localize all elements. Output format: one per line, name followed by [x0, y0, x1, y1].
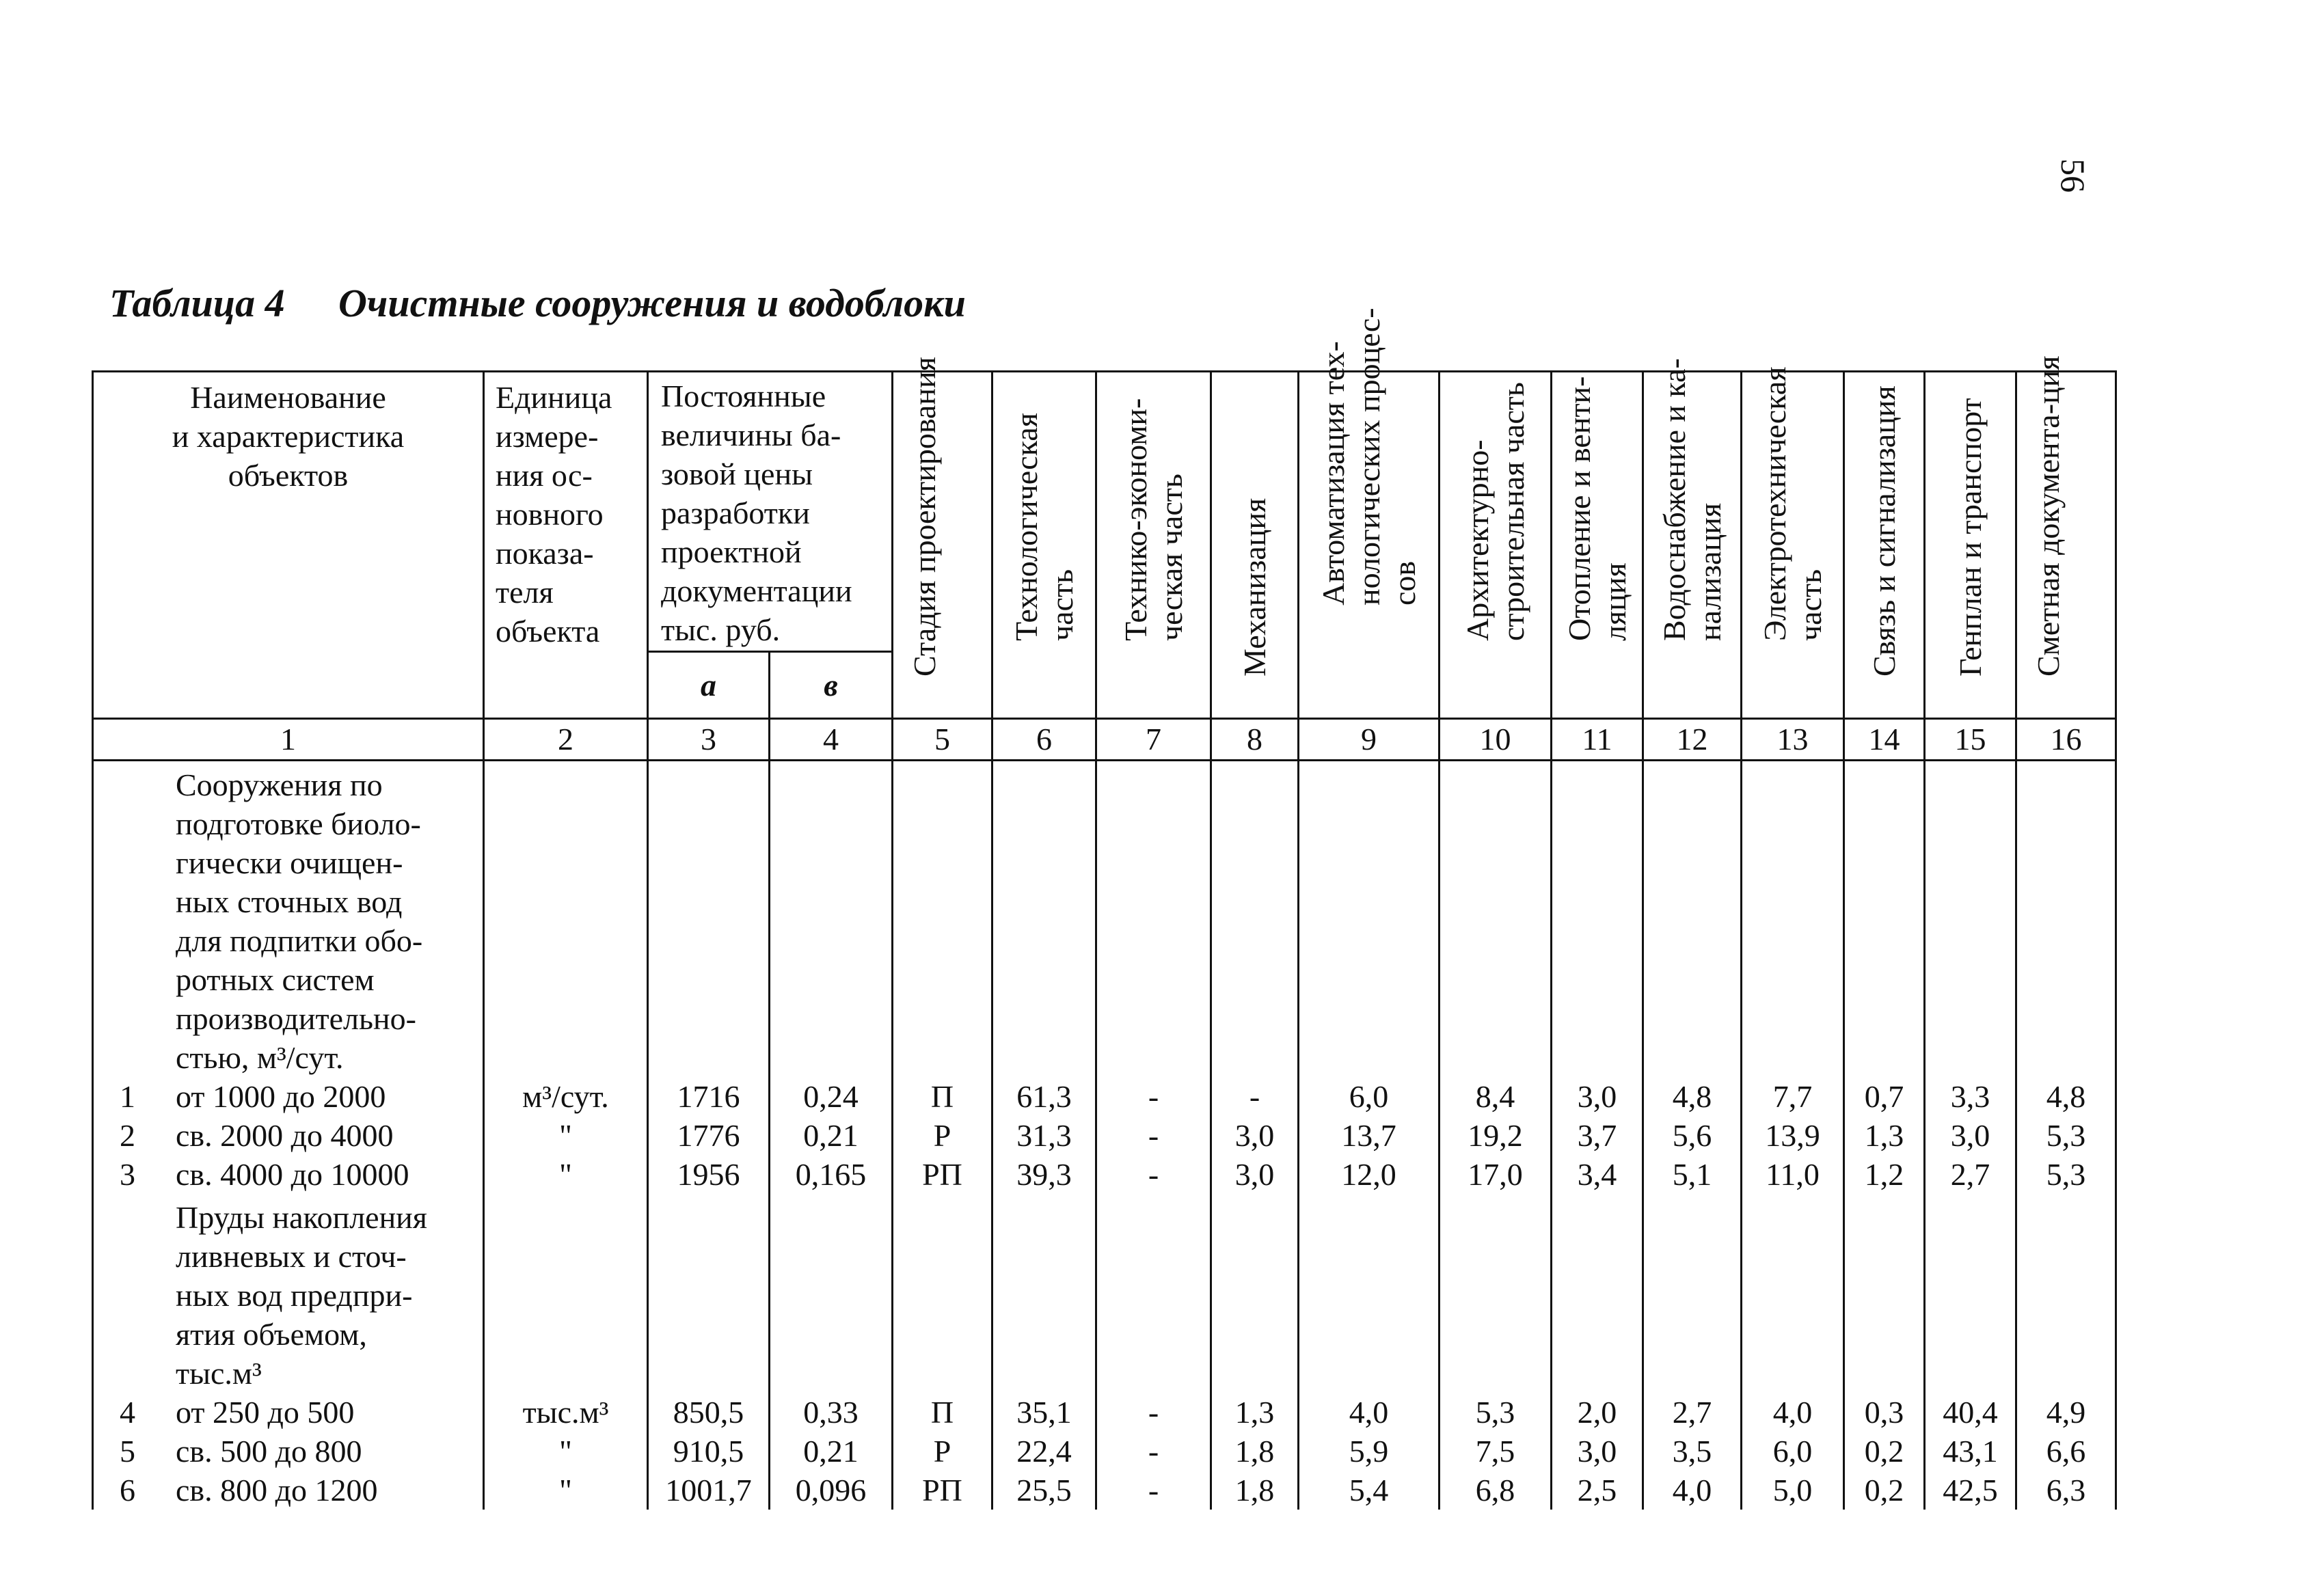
value-cell: 11,0 — [1742, 1155, 1844, 1194]
value-cell: 6,0 — [1299, 1077, 1440, 1116]
value-cell: 5,4 — [1299, 1471, 1440, 1510]
row-name-cell — [93, 1155, 484, 1194]
value-cell: 4,9 — [2016, 1393, 2116, 1432]
empty-cell — [1440, 761, 1552, 1078]
unit-cell: " — [484, 1155, 648, 1194]
value-cell: 4,0 — [1299, 1393, 1440, 1432]
value-cell: 13,9 — [1742, 1116, 1844, 1155]
value-cell: 31,3 — [992, 1116, 1096, 1155]
value-cell: - — [1211, 1077, 1299, 1116]
table-row — [93, 1116, 2116, 1155]
value-cell: 5,1 — [1643, 1155, 1742, 1194]
value-cell: 3,7 — [1552, 1116, 1643, 1155]
value-cell: 0,3 — [1844, 1393, 1925, 1432]
const-b-cell: 0,21 — [770, 1116, 893, 1155]
group-title — [93, 761, 484, 1078]
value-cell: 3,4 — [1552, 1155, 1643, 1194]
unit-cell: " — [484, 1432, 648, 1471]
value-cell: 2,7 — [1925, 1155, 2016, 1194]
value-cell: 8,4 — [1440, 1077, 1552, 1116]
header-name: Наименование и характеристика объектов — [93, 372, 484, 719]
group-title-line: для подпитки обо- — [176, 923, 423, 958]
row-name: св. 500 до 800 — [176, 1434, 362, 1469]
group-header-row — [93, 1194, 2116, 1393]
header-electro: Электротехническая часть — [1742, 372, 1844, 719]
value-cell: 39,3 — [992, 1155, 1096, 1194]
value-cell: 5,3 — [2016, 1116, 2116, 1155]
row-name-cell — [93, 1432, 484, 1471]
value-cell: 35,1 — [992, 1393, 1096, 1432]
value-cell: 3,0 — [1552, 1077, 1643, 1116]
value-cell: 22,4 — [992, 1432, 1096, 1471]
value-cell: 6,8 — [1440, 1471, 1552, 1510]
group-title-line: ных сточных вод — [176, 884, 403, 919]
empty-cell — [1844, 761, 1925, 1078]
const-a-cell: 1716 — [648, 1077, 770, 1116]
empty-cell — [770, 1194, 893, 1393]
const-b-cell: 0,33 — [770, 1393, 893, 1432]
page-number: 56 — [2054, 159, 2092, 193]
empty-cell — [648, 761, 770, 1078]
const-a-cell: 1001,7 — [648, 1471, 770, 1510]
value-cell: 5,3 — [1440, 1393, 1552, 1432]
value-cell: - — [1096, 1393, 1211, 1432]
row-name: св. 2000 до 4000 — [176, 1118, 394, 1153]
value-cell: 2,0 — [1552, 1393, 1643, 1432]
empty-cell — [1299, 1194, 1440, 1393]
stage-cell: Р — [893, 1116, 992, 1155]
header-comm: Связь и сигнализация — [1844, 372, 1925, 719]
value-cell: 2,5 — [1552, 1471, 1643, 1510]
value-cell: 2,7 — [1643, 1393, 1742, 1432]
unit-cell: " — [484, 1116, 648, 1155]
row-name: св. 4000 до 10000 — [176, 1157, 409, 1192]
group-title-line: подготовке биоло- — [176, 806, 421, 841]
row-number: 1 — [120, 1079, 135, 1114]
value-cell: 5,9 — [1299, 1432, 1440, 1471]
group-title-line: производительно- — [176, 1001, 416, 1036]
column-numbers-row: 1 2 3 4 5 6 7 8 9 10 11 12 13 14 15 16 — [93, 719, 2116, 761]
table-number: Таблица 4 — [109, 281, 285, 325]
value-cell: 6,0 — [1742, 1432, 1844, 1471]
value-cell: 43,1 — [1925, 1432, 2016, 1471]
empty-cell — [1925, 1194, 2016, 1393]
value-cell: 6,6 — [2016, 1432, 2116, 1471]
value-cell: 1,8 — [1211, 1432, 1299, 1471]
value-cell: 40,4 — [1925, 1393, 2016, 1432]
empty-cell — [1096, 1194, 1211, 1393]
const-b-cell: 0,165 — [770, 1155, 893, 1194]
empty-cell — [992, 1194, 1096, 1393]
value-cell: 0,7 — [1844, 1077, 1925, 1116]
unit-cell: м³/сут. — [484, 1077, 648, 1116]
table-row — [93, 1155, 2116, 1194]
value-cell: - — [1096, 1155, 1211, 1194]
empty-cell — [893, 761, 992, 1078]
empty-cell — [648, 1194, 770, 1393]
header-estimate: Сметная документа-ция — [2016, 372, 2116, 719]
value-cell: - — [1096, 1471, 1211, 1510]
empty-cell — [1552, 761, 1643, 1078]
header-constants: Постоянные величины ба- зовой цены разработки проектной документации тыс. руб. — [648, 372, 893, 652]
value-cell: 6,3 — [2016, 1471, 2116, 1510]
const-b-cell: 0,21 — [770, 1432, 893, 1471]
header-auto: Автоматизация тех-нологических процес-сов — [1299, 372, 1440, 719]
value-cell: 19,2 — [1440, 1116, 1552, 1155]
empty-cell — [2016, 1194, 2116, 1393]
header-unit: Единица измере- ния ос- новного показа- теля объекта — [484, 372, 648, 719]
table-row — [93, 1432, 2116, 1471]
unit-cell: " — [484, 1471, 648, 1510]
group-title-line: тыс.м³ — [176, 1356, 262, 1391]
empty-cell — [1096, 761, 1211, 1078]
stage-cell: РП — [893, 1471, 992, 1510]
group-title-line: ротных систем — [176, 962, 375, 997]
data-table — [92, 308, 2117, 1510]
row-number: 6 — [120, 1473, 135, 1508]
header-stage: Стадия проектирования — [893, 372, 992, 719]
table-row — [93, 1393, 2116, 1432]
empty-cell — [893, 1194, 992, 1393]
group-title-line: ливневых и сточ- — [176, 1239, 407, 1274]
empty-cell — [1742, 1194, 1844, 1393]
value-cell: 7,7 — [1742, 1077, 1844, 1116]
row-number: 3 — [120, 1157, 135, 1192]
value-cell: 5,0 — [1742, 1471, 1844, 1510]
value-cell: 5,3 — [2016, 1155, 2116, 1194]
value-cell: 1,3 — [1844, 1116, 1925, 1155]
empty-cell — [1643, 1194, 1742, 1393]
group-title-line: гически очищен- — [176, 845, 403, 880]
empty-cell — [1552, 1194, 1643, 1393]
const-b-cell: 0,096 — [770, 1471, 893, 1510]
table-body — [93, 761, 2116, 1510]
value-cell: 4,8 — [1643, 1077, 1742, 1116]
row-name: от 250 до 500 — [176, 1395, 355, 1430]
value-cell: 4,0 — [1742, 1393, 1844, 1432]
header-econ: Технико-экономи-ческая часть — [1096, 372, 1211, 719]
group-title-line: Сооружения по — [176, 767, 383, 802]
stage-cell: Р — [893, 1432, 992, 1471]
header-sub-b: в — [770, 652, 893, 719]
header-arch: Архитектурно-строительная часть — [1440, 372, 1552, 719]
table-title — [109, 280, 966, 326]
const-a-cell: 1776 — [648, 1116, 770, 1155]
empty-cell — [2016, 761, 2116, 1078]
row-name-cell — [93, 1471, 484, 1510]
empty-cell — [1211, 1194, 1299, 1393]
value-cell: 42,5 — [1925, 1471, 2016, 1510]
empty-cell — [484, 761, 648, 1078]
group-title-line: ятия объемом, — [176, 1317, 367, 1352]
header-mech: Механизация — [1211, 372, 1299, 719]
empty-cell — [1440, 1194, 1552, 1393]
header-sub-a: а — [648, 652, 770, 719]
value-cell: 3,0 — [1211, 1116, 1299, 1155]
row-name-cell — [93, 1393, 484, 1432]
empty-cell — [1742, 761, 1844, 1078]
value-cell: 17,0 — [1440, 1155, 1552, 1194]
value-cell: 3,3 — [1925, 1077, 2016, 1116]
empty-cell — [1925, 761, 2016, 1078]
unit-cell: тыс.м³ — [484, 1393, 648, 1432]
value-cell: 3,0 — [1211, 1155, 1299, 1194]
table-caption: Очистные сооружения и водоблоки — [338, 281, 966, 325]
group-title-line: ных вод предпри- — [176, 1278, 413, 1313]
row-name-cell — [93, 1077, 484, 1116]
empty-cell — [1211, 761, 1299, 1078]
value-cell: 3,0 — [1925, 1116, 2016, 1155]
empty-cell — [1844, 1194, 1925, 1393]
value-cell: - — [1096, 1116, 1211, 1155]
value-cell: 0,2 — [1844, 1432, 1925, 1471]
table-row — [93, 1077, 2116, 1116]
value-cell: 25,5 — [992, 1471, 1096, 1510]
value-cell: - — [1096, 1432, 1211, 1471]
const-b-cell: 0,24 — [770, 1077, 893, 1116]
header-genplan: Генплан и транспорт — [1925, 372, 2016, 719]
value-cell: 1,2 — [1844, 1155, 1925, 1194]
row-number: 4 — [120, 1395, 135, 1430]
row-number: 5 — [120, 1434, 135, 1469]
value-cell: 5,6 — [1643, 1116, 1742, 1155]
value-cell: 0,2 — [1844, 1471, 1925, 1510]
header-heat: Отопление и венти-ляция — [1552, 372, 1643, 719]
value-cell: 1,3 — [1211, 1393, 1299, 1432]
value-cell: 7,5 — [1440, 1432, 1552, 1471]
value-cell: 4,0 — [1643, 1471, 1742, 1510]
empty-cell — [770, 761, 893, 1078]
row-name: от 1000 до 2000 — [176, 1079, 386, 1114]
stage-cell: П — [893, 1077, 992, 1116]
value-cell: 1,8 — [1211, 1471, 1299, 1510]
stage-cell: РП — [893, 1155, 992, 1194]
const-a-cell: 910,5 — [648, 1432, 770, 1471]
empty-cell — [1643, 761, 1742, 1078]
stage-cell: П — [893, 1393, 992, 1432]
group-title-line: стью, м³/сут. — [176, 1040, 344, 1075]
row-name-cell — [93, 1116, 484, 1155]
value-cell: 13,7 — [1299, 1116, 1440, 1155]
header-tech: Технологическая часть — [992, 372, 1096, 719]
value-cell: 4,8 — [2016, 1077, 2116, 1116]
group-title — [93, 1194, 484, 1393]
empty-cell — [992, 761, 1096, 1078]
row-number: 2 — [120, 1118, 135, 1153]
table-row — [93, 1471, 2116, 1510]
empty-cell — [1299, 761, 1440, 1078]
value-cell: 3,0 — [1552, 1432, 1643, 1471]
const-a-cell: 850,5 — [648, 1393, 770, 1432]
value-cell: - — [1096, 1077, 1211, 1116]
value-cell: 3,5 — [1643, 1432, 1742, 1471]
header-water: Водоснабжение и ка-нализация — [1643, 372, 1742, 719]
const-a-cell: 1956 — [648, 1155, 770, 1194]
empty-cell — [484, 1194, 648, 1393]
value-cell: 61,3 — [992, 1077, 1096, 1116]
value-cell: 12,0 — [1299, 1155, 1440, 1194]
group-header-row — [93, 761, 2116, 1078]
row-name: св. 800 до 1200 — [176, 1473, 378, 1508]
group-title-line: Пруды накопления — [176, 1200, 427, 1235]
